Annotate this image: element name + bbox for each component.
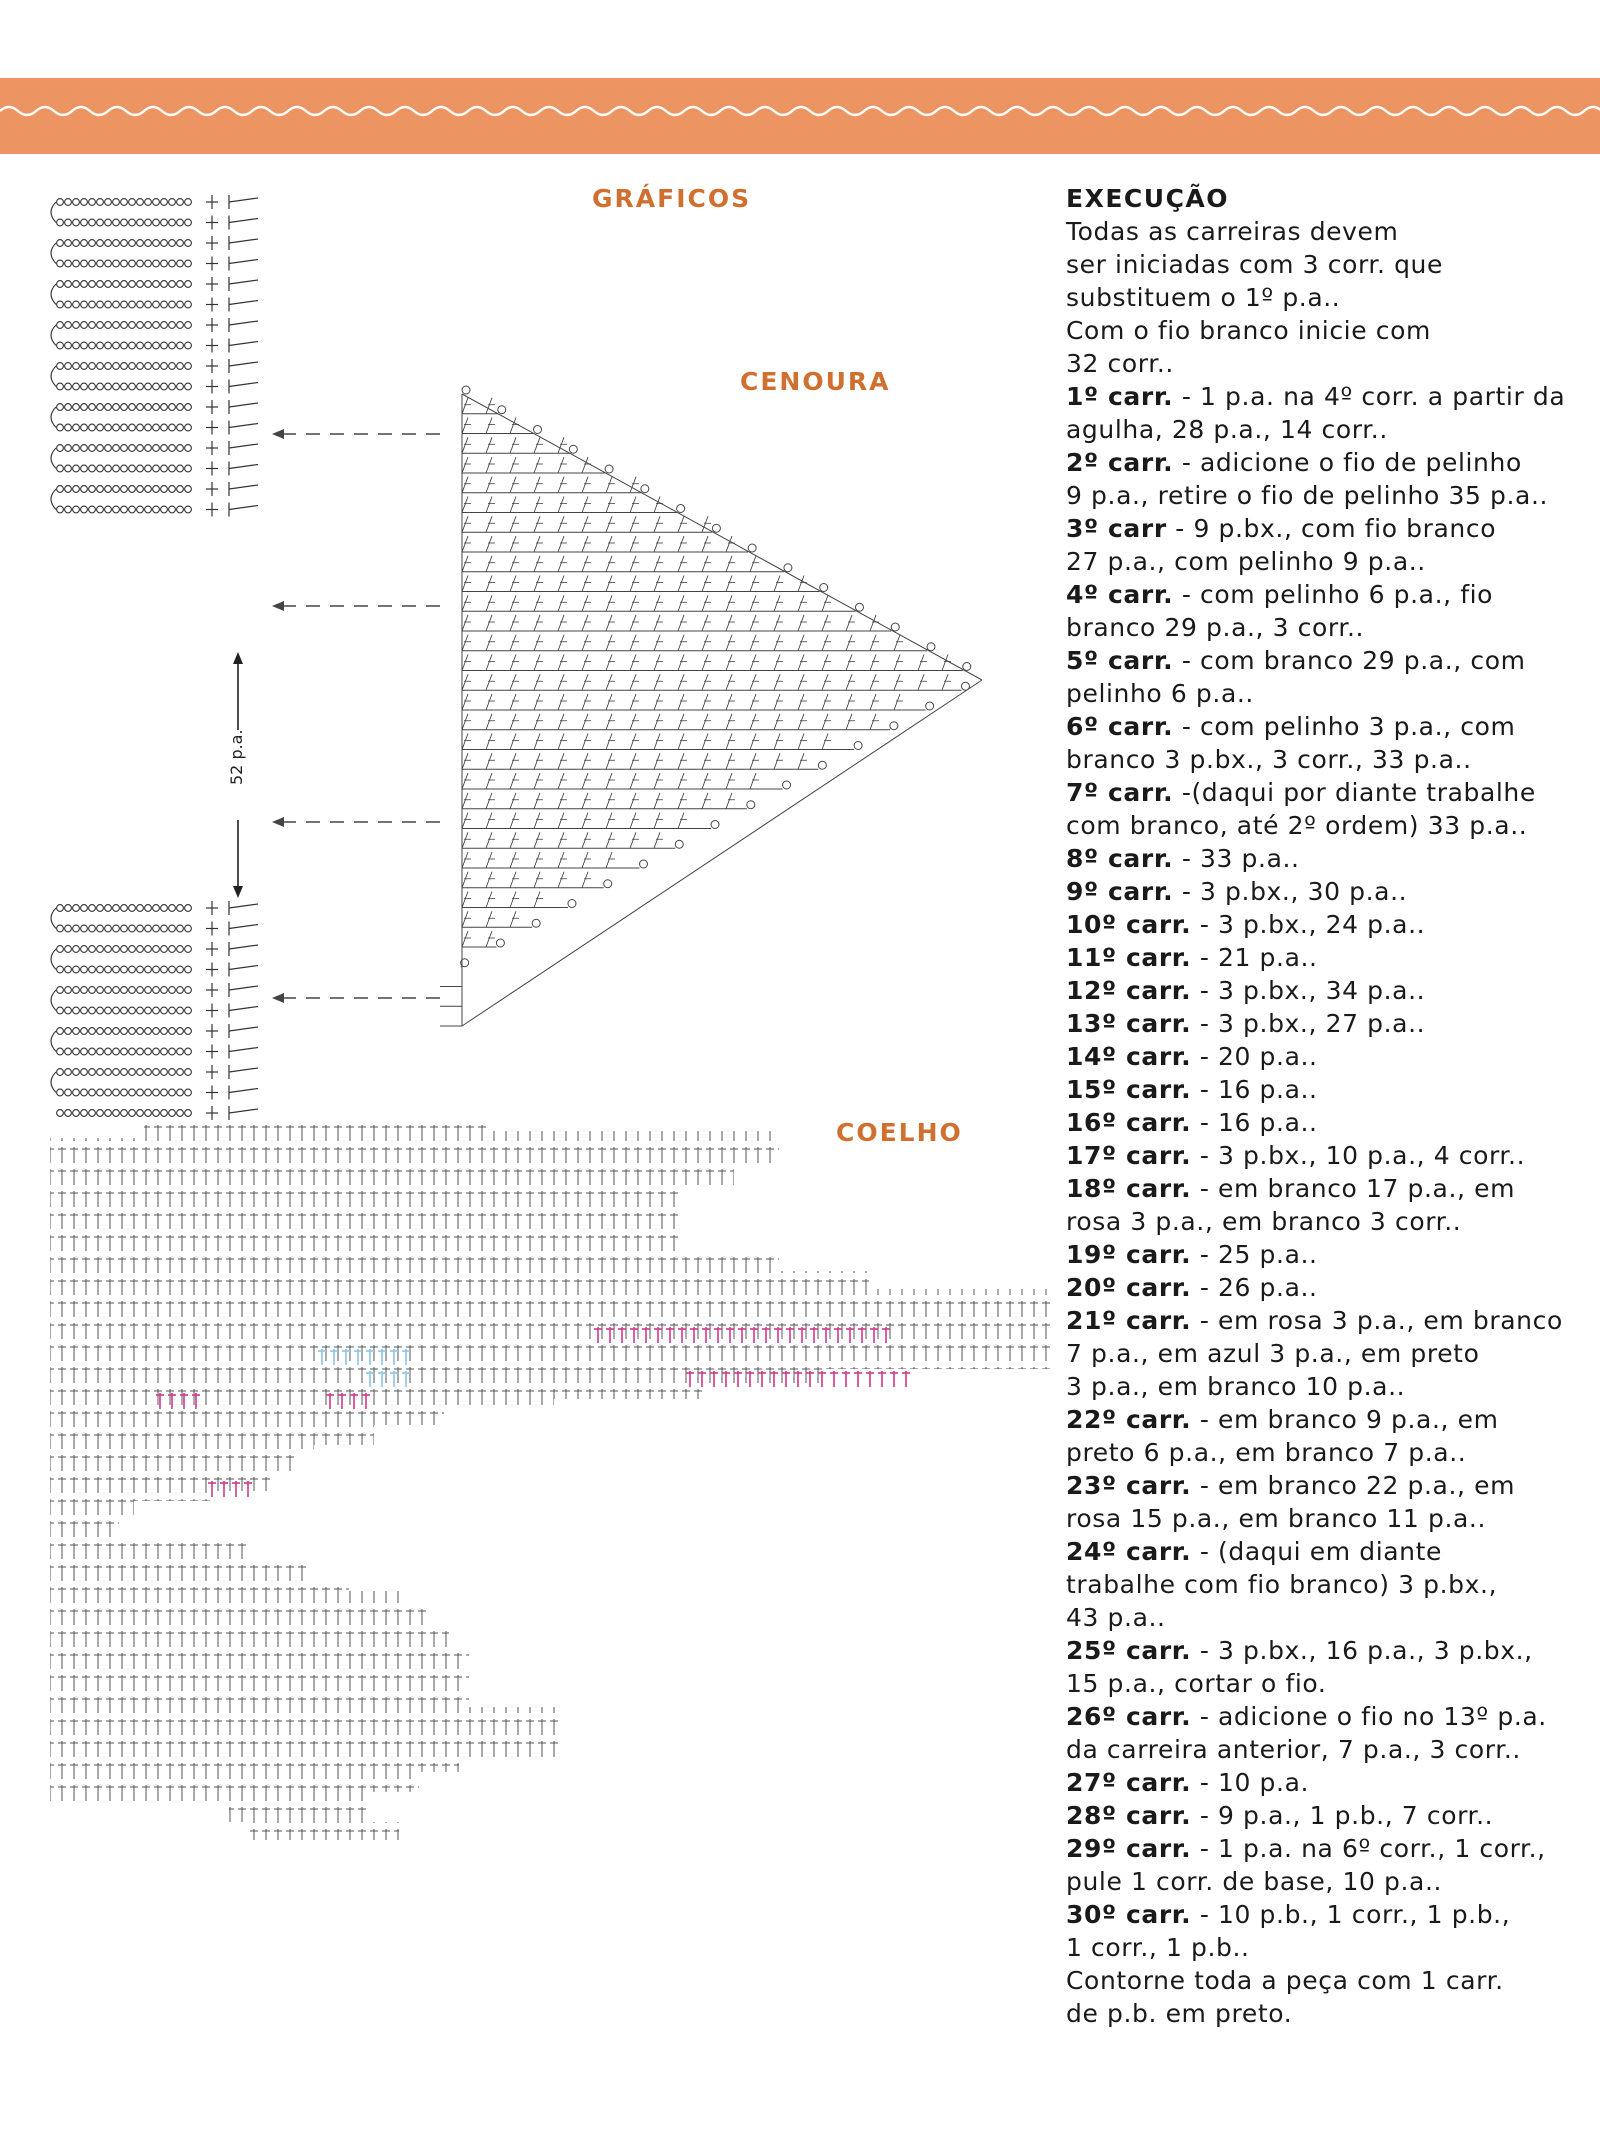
instruction-text: - 1 p.a. na 6º corr., 1 corr., xyxy=(1191,1834,1546,1863)
instruction-line xyxy=(1066,677,1586,710)
instruction-text: -(daqui por diante trabalhe xyxy=(1173,778,1536,807)
instruction-text: 32 corr.. xyxy=(1066,349,1174,378)
carrot-stitch-chart xyxy=(440,370,1000,1050)
instruction-text: - em rosa 3 p.a., em branco xyxy=(1191,1306,1563,1335)
cenoura-heading: CENOURA xyxy=(740,367,891,396)
row-number: 5º carr. xyxy=(1066,646,1174,675)
instruction-text: 3 p.a., em branco 10 p.a.. xyxy=(1066,1372,1406,1401)
instruction-line xyxy=(1066,1898,1586,1931)
row-number: 26º carr. xyxy=(1066,1702,1192,1731)
instruction-text: - 9 p.bx., com fio branco xyxy=(1166,514,1497,543)
row-number: 11º carr. xyxy=(1066,943,1192,972)
instruction-line xyxy=(1066,1964,1586,1997)
instruction-text: - 25 p.a.. xyxy=(1191,1240,1318,1269)
instruction-line xyxy=(1066,1601,1586,1634)
instruction-text: Todas as carreiras devem xyxy=(1066,217,1399,246)
row-number: 19º carr. xyxy=(1066,1240,1192,1269)
instruction-line xyxy=(1066,1535,1586,1568)
instruction-text: - adicione o fio no 13º p.a. xyxy=(1191,1702,1547,1731)
instruction-line xyxy=(1066,1337,1586,1370)
instruction-line xyxy=(1066,743,1586,776)
instruction-text: - com branco 29 p.a., com xyxy=(1173,646,1526,675)
instruction-text: branco 29 p.a., 3 corr.. xyxy=(1066,613,1365,642)
row-number: 29º carr. xyxy=(1066,1834,1192,1863)
instruction-text: - 16 p.a.. xyxy=(1191,1108,1318,1137)
instruction-text: - 3 p.bx., 34 p.a.. xyxy=(1191,976,1426,1005)
instruction-text: agulha, 28 p.a., 14 corr.. xyxy=(1066,415,1388,444)
instruction-line xyxy=(1066,908,1586,941)
row-number: 21º carr. xyxy=(1066,1306,1192,1335)
instruction-text: - 3 p.bx., 16 p.a., 3 p.bx., xyxy=(1191,1636,1533,1665)
instruction-line xyxy=(1066,1238,1586,1271)
instruction-text: branco 3 p.bx., 3 corr., 33 p.a.. xyxy=(1066,745,1472,774)
row-number: 10º carr. xyxy=(1066,910,1192,939)
instruction-line xyxy=(1066,710,1586,743)
instruction-text: - 3 p.bx., 10 p.a., 4 corr.. xyxy=(1191,1141,1526,1170)
row-number: 13º carr. xyxy=(1066,1009,1192,1038)
instruction-text: rosa 15 p.a., em branco 11 p.a.. xyxy=(1066,1504,1487,1533)
instruction-text: - em branco 17 p.a., em xyxy=(1191,1174,1516,1203)
instruction-line xyxy=(1066,248,1586,281)
instruction-line xyxy=(1066,941,1586,974)
row-number: 7º carr. xyxy=(1066,778,1174,807)
instruction-text: - (daqui em diante xyxy=(1191,1537,1442,1566)
instruction-text: - 21 p.a.. xyxy=(1191,943,1318,972)
instruction-line xyxy=(1066,1865,1586,1898)
instruction-line xyxy=(1066,281,1586,314)
instruction-text: trabalhe com fio branco) 3 p.bx., xyxy=(1066,1570,1498,1599)
instruction-line xyxy=(1066,842,1586,875)
instruction-text: - adicione o fio de pelinho xyxy=(1173,448,1522,477)
instruction-line xyxy=(1066,1799,1586,1832)
instruction-text: - 10 p.a. xyxy=(1191,1768,1310,1797)
instruction-line xyxy=(1066,1469,1586,1502)
instruction-text: 1 corr., 1 p.b.. xyxy=(1066,1933,1250,1962)
instruction-text: - em branco 22 p.a., em xyxy=(1191,1471,1516,1500)
bunny-stitch-chart xyxy=(50,1115,1050,2065)
instruction-line xyxy=(1066,413,1586,446)
row-number: 20º carr. xyxy=(1066,1273,1192,1302)
instruction-line xyxy=(1066,1139,1586,1172)
instruction-line xyxy=(1066,578,1586,611)
instruction-text: pule 1 corr. de base, 10 p.a.. xyxy=(1066,1867,1443,1896)
instruction-line xyxy=(1066,644,1586,677)
instruction-text: de p.b. em preto. xyxy=(1066,1999,1293,2028)
instruction-text: rosa 3 p.a., em branco 3 corr.. xyxy=(1066,1207,1462,1236)
instruction-line xyxy=(1066,1106,1586,1139)
instruction-line xyxy=(1066,1832,1586,1865)
instruction-line xyxy=(1066,1931,1586,1964)
instruction-line xyxy=(1066,1634,1586,1667)
instruction-text: - com pelinho 3 p.a., com xyxy=(1173,712,1516,741)
execucao-section xyxy=(1066,182,1586,2030)
instruction-line xyxy=(1066,1766,1586,1799)
instruction-text: 27 p.a., com pelinho 9 p.a.. xyxy=(1066,547,1426,576)
instruction-line xyxy=(1066,1205,1586,1238)
row-number: 24º carr. xyxy=(1066,1537,1192,1566)
wave-decoration xyxy=(0,100,1600,122)
instruction-line xyxy=(1066,479,1586,512)
row-number: 16º carr. xyxy=(1066,1108,1192,1137)
instruction-line xyxy=(1066,380,1586,413)
instruction-line xyxy=(1066,611,1586,644)
instruction-text: 15 p.a., cortar o fio. xyxy=(1066,1669,1327,1698)
instruction-line xyxy=(1066,1304,1586,1337)
instruction-text: - com pelinho 6 p.a., fio xyxy=(1173,580,1494,609)
instruction-line xyxy=(1066,215,1586,248)
row-number: 1º carr. xyxy=(1066,382,1174,411)
instruction-text: - 3 p.bx., 30 p.a.. xyxy=(1173,877,1408,906)
count-label: 52 p.a. xyxy=(227,729,246,785)
instruction-text: - 1 p.a. na 4º corr. a partir da xyxy=(1173,382,1566,411)
row-number: 28º carr. xyxy=(1066,1801,1192,1830)
execucao-title: EXECUÇÃO xyxy=(1066,184,1230,213)
instruction-text: - em branco 9 p.a., em xyxy=(1191,1405,1499,1434)
instruction-line xyxy=(1066,545,1586,578)
instruction-line xyxy=(1066,1568,1586,1601)
row-number: 30º carr. xyxy=(1066,1900,1192,1929)
instruction-text: - 9 p.a., 1 p.b., 7 corr.. xyxy=(1191,1801,1494,1830)
row-number: 25º carr. xyxy=(1066,1636,1192,1665)
coelho-heading: COELHO xyxy=(836,1118,963,1147)
instruction-text: da carreira anterior, 7 p.a., 3 corr.. xyxy=(1066,1735,1521,1764)
row-number: 22º carr. xyxy=(1066,1405,1192,1434)
instruction-text: - 10 p.b., 1 corr., 1 p.b., xyxy=(1191,1900,1511,1929)
instruction-line xyxy=(1066,875,1586,908)
instruction-text: 9 p.a., retire o fio de pelinho 35 p.a.. xyxy=(1066,481,1549,510)
row-number: 23º carr. xyxy=(1066,1471,1192,1500)
instruction-line xyxy=(1066,1997,1586,2030)
instruction-text: - 3 p.bx., 27 p.a.. xyxy=(1191,1009,1426,1038)
header-banner xyxy=(0,78,1600,154)
instruction-line xyxy=(1066,1700,1586,1733)
row-number: 17º carr. xyxy=(1066,1141,1192,1170)
instruction-text: Com o fio branco inicie com xyxy=(1066,316,1431,345)
instruction-line xyxy=(1066,1040,1586,1073)
row-number: 14º carr. xyxy=(1066,1042,1192,1071)
instruction-line xyxy=(1066,512,1586,545)
graficos-heading: GRÁFICOS xyxy=(592,184,752,213)
instruction-line xyxy=(1066,1436,1586,1469)
instruction-line xyxy=(1066,347,1586,380)
instruction-text: 43 p.a.. xyxy=(1066,1603,1166,1632)
instruction-line xyxy=(1066,314,1586,347)
instruction-line xyxy=(1066,1271,1586,1304)
row-number: 15º carr. xyxy=(1066,1075,1192,1104)
instruction-line xyxy=(1066,1733,1586,1766)
row-number: 12º carr. xyxy=(1066,976,1192,1005)
instruction-line xyxy=(1066,809,1586,842)
instruction-line xyxy=(1066,1172,1586,1205)
instruction-list xyxy=(1066,215,1586,2030)
connector-arrows xyxy=(270,420,490,1040)
instruction-text: com branco, até 2º ordem) 33 p.a.. xyxy=(1066,811,1528,840)
instruction-text: ser iniciadas com 3 corr. que xyxy=(1066,250,1443,279)
instruction-line xyxy=(1066,1403,1586,1436)
row-number: 27º carr. xyxy=(1066,1768,1192,1797)
row-number: 6º carr. xyxy=(1066,712,1174,741)
instruction-text: - 20 p.a.. xyxy=(1191,1042,1318,1071)
row-number: 8º carr. xyxy=(1066,844,1174,873)
instruction-text: - 33 p.a.. xyxy=(1173,844,1300,873)
row-number: 18º carr. xyxy=(1066,1174,1192,1203)
instruction-text: pelinho 6 p.a.. xyxy=(1066,679,1254,708)
instruction-line xyxy=(1066,1502,1586,1535)
instruction-line xyxy=(1066,1667,1586,1700)
instruction-text: - 16 p.a.. xyxy=(1191,1075,1318,1104)
instruction-text: - 3 p.bx., 24 p.a.. xyxy=(1191,910,1426,939)
row-number: 4º carr. xyxy=(1066,580,1174,609)
instruction-text: substituem o 1º p.a.. xyxy=(1066,283,1341,312)
instruction-line xyxy=(1066,446,1586,479)
instruction-line xyxy=(1066,776,1586,809)
instruction-line xyxy=(1066,1073,1586,1106)
instruction-text: 7 p.a., em azul 3 p.a., em preto xyxy=(1066,1339,1480,1368)
instruction-line xyxy=(1066,1007,1586,1040)
row-number: 2º carr. xyxy=(1066,448,1174,477)
instruction-text: - 26 p.a.. xyxy=(1191,1273,1318,1302)
instruction-text: preto 6 p.a., em branco 7 p.a.. xyxy=(1066,1438,1467,1467)
instruction-text: Contorne toda a peça com 1 carr. xyxy=(1066,1966,1504,1995)
instruction-line xyxy=(1066,974,1586,1007)
row-number: 3º carr xyxy=(1066,514,1167,543)
instruction-line xyxy=(1066,1370,1586,1403)
row-number: 9º carr. xyxy=(1066,877,1174,906)
dimension-arrow xyxy=(227,652,246,898)
